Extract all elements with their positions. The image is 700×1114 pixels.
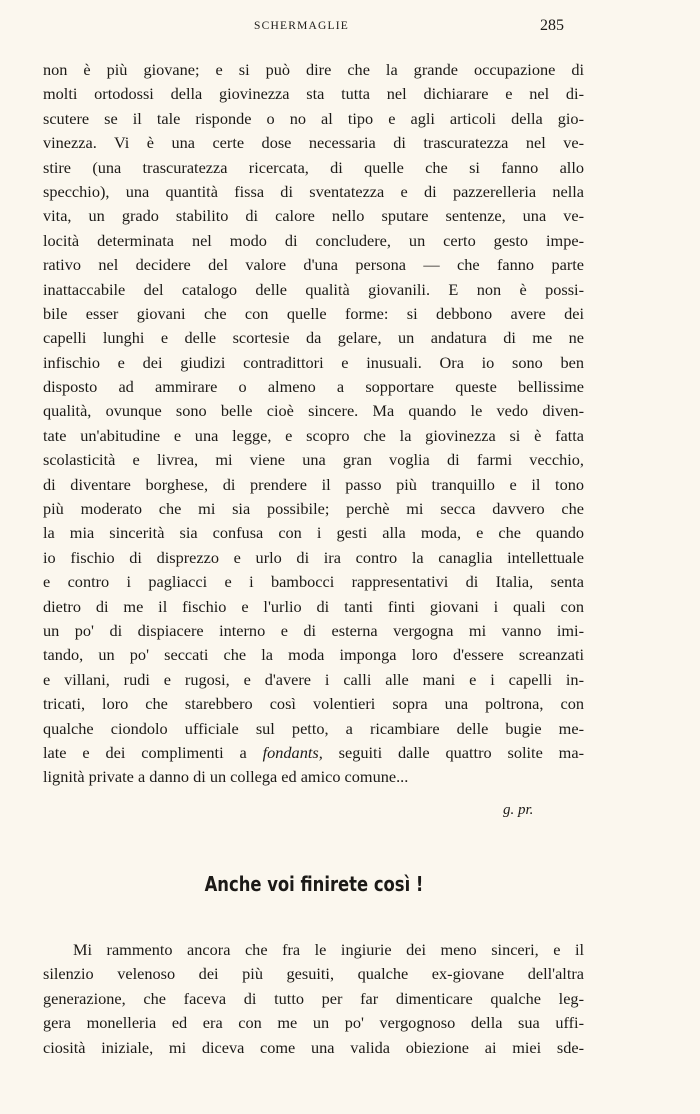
body-line: io fischio di disprezzo e urlo di ira contro la canaglia intellettuale — [43, 547, 584, 567]
italic-word: fondants, — [262, 742, 323, 762]
article-body — [43, 58, 584, 790]
body-line: tate un'abitudine e una legge, e scopro che la giovinezza si è fatta — [43, 425, 584, 445]
section-line: silenzio velenoso dei più gesuiti, qualche ex-giovane dell'altra — [43, 964, 584, 984]
body-line: scolasticità e livrea, mi viene una gran voglia di farmi vecchio, — [43, 450, 584, 470]
body-line: vita, un grado stabilito di calore nello sputare sentenze, una ve- — [43, 206, 584, 226]
body-line: disposto ad ammirare o almeno a sopportare queste bellissime — [43, 377, 584, 397]
body-line: dietro di me il fischio e l'urlio di tanti finti giovani i quali con — [43, 596, 584, 616]
body-line: vinezza. Vi è una certe dose necessaria di trascuratezza nel ve- — [43, 133, 584, 153]
body-line: tando, un po' seccati che la moda imponga loro d'essere screanzati — [43, 645, 584, 665]
body-line-with-italic — [43, 741, 584, 765]
line-text-before: late e dei complimenti a — [43, 742, 263, 762]
section-line: Mi rammento ancora che fra le ingiurie dei meno sinceri, e il — [73, 940, 584, 959]
body-line: rativo nel decidere del valore d'una persona — che fanno parte — [43, 255, 584, 275]
section-line: generazione, che faceva di tutto per far dimenticare qualche leg- — [43, 988, 584, 1008]
body-line: la mia sincerità sia confusa con i gesti alla moda, e che quando — [43, 523, 584, 543]
body-line: tricati, loro che starebbero così volentieri sopra una poltrona, con — [43, 694, 584, 714]
body-line: più moderato che mi sia possibile; perchè mi secca davvero che — [43, 499, 584, 519]
body-line: capelli lunghi e delle scortesie da gelare, un andatura di me ne — [43, 328, 584, 348]
section-line: gera monelleria ed era con me un po' vergognoso della sua uffi- — [43, 1013, 584, 1033]
body-line: non è più giovane; e si può dire che la grande occupazione di — [43, 60, 584, 79]
author-signature: g. pr. — [503, 802, 534, 818]
body-line: inattaccabile del catalogo delle qualità giovanili. E non è possi- — [43, 279, 584, 299]
body-line: molti ortodossi della giovinezza sta tutta nel dichiarare e nel di- — [43, 84, 584, 104]
page-number: 285 — [540, 17, 564, 34]
body-line: e villani, rudi e rugosi, e d'avere i calli alle mani e i capelli in- — [43, 669, 584, 689]
body-line: un po' di dispiacere interno e di esterna vergogna mi vanno imi- — [43, 620, 584, 640]
body-line: e contro i pagliacci e i bambocci rappresentativi di Italia, senta — [43, 572, 584, 592]
body-line: specchio), una quantità fissa di sventatezza e di pazzerelleria nella — [43, 181, 584, 201]
section-title: Anche voi finirete così ! — [204, 872, 424, 896]
section-body — [43, 938, 584, 1060]
body-line-last: lignità private a danno di un collega ed amico comune... — [43, 767, 409, 787]
body-line: locità determinata nel modo di concludere, un certo gesto impe- — [43, 230, 584, 250]
body-line: di diventare borghese, di prendere il passo più tranquillo e il tono — [43, 474, 584, 494]
body-line: infischio e dei giudizi contradittori e inusuali. Ora io sono ben — [43, 352, 584, 372]
body-line: qualche ciondolo ufficiale sul petto, a ricambiare delle bugie me- — [43, 718, 584, 738]
body-line: scutere se il tale risponde o no al tipo e agli articoli della gio- — [43, 108, 584, 128]
body-line: stire (una trascuratezza ricercata, di quelle che si fanno allo — [43, 157, 584, 177]
body-line: bile esser giovani che con quelle forme: si debbono avere dei — [43, 303, 584, 323]
running-head: SCHERMAGLIE — [254, 20, 349, 32]
line-text-after: seguiti dalle quattro solite ma- — [322, 742, 584, 762]
section-line: ciosità iniziale, mi diceva come una valida obiezione ai miei sde- — [43, 1037, 584, 1057]
body-line: qualità, ovunque sono belle cioè sincere. Ma quando le vedo diven- — [43, 401, 584, 421]
